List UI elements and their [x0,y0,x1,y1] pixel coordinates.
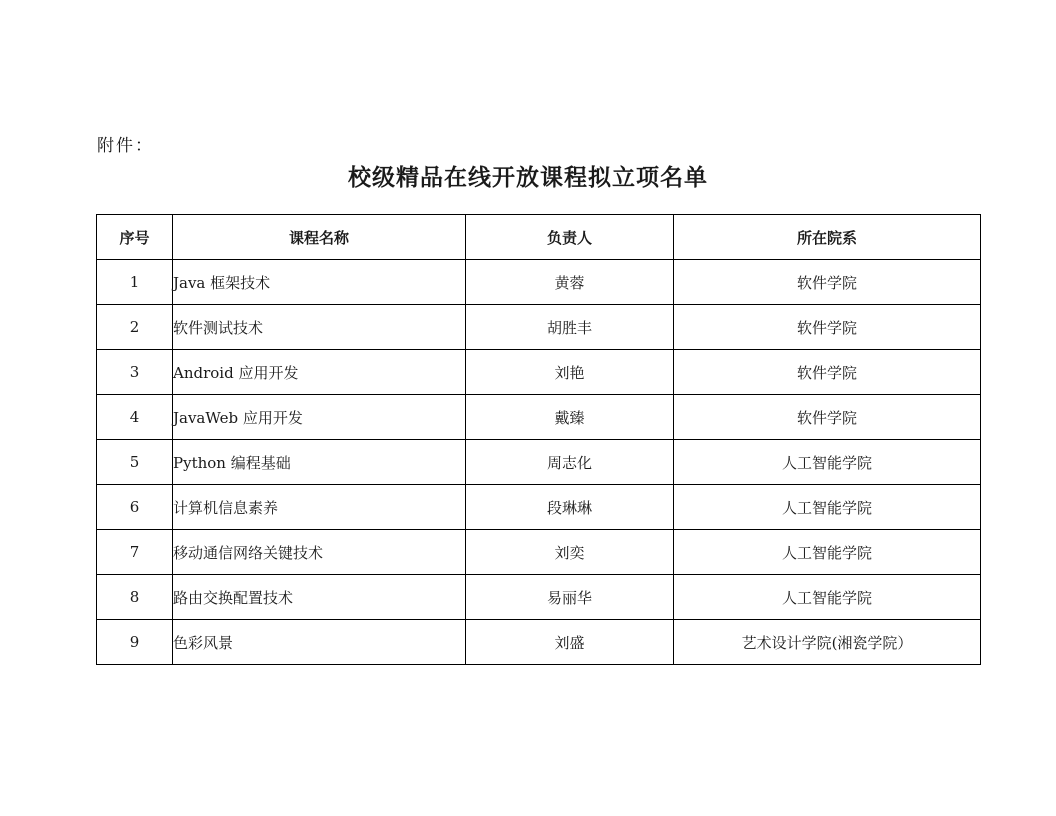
cell-course-owner: 刘盛 [466,620,674,665]
cell-course-name: 计算机信息素养 [173,485,466,530]
cell-course-owner: 胡胜丰 [466,305,674,350]
table-row [97,530,981,575]
header-department: 所在院系 [674,215,981,260]
cell-course-name: 软件测试技术 [173,305,466,350]
header-course-name: 课程名称 [173,215,466,260]
course-list-table [96,214,981,665]
attachment-label: 附件： [97,136,154,156]
cell-course-owner: 刘艳 [466,350,674,395]
cell-course-name: Python 编程基础 [173,440,466,485]
cell-department: 人工智能学院 [674,530,981,575]
table-row [97,395,981,440]
cell-serial-number: 8 [97,575,173,620]
cell-department: 人工智能学院 [674,485,981,530]
cell-course-owner: 易丽华 [466,575,674,620]
cell-department: 软件学院 [674,350,981,395]
table-header-row [97,215,981,260]
cell-serial-number: 4 [97,395,173,440]
cell-course-name: JavaWeb 应用开发 [173,395,466,440]
cell-serial-number: 9 [97,620,173,665]
cell-course-name: 色彩风景 [173,620,466,665]
cell-department: 人工智能学院 [674,575,981,620]
cell-course-name: Java 框架技术 [173,260,466,305]
cell-department: 艺术设计学院(湘瓷学院） [674,620,981,665]
cell-department: 软件学院 [674,395,981,440]
cell-course-owner: 周志化 [466,440,674,485]
table-row [97,260,981,305]
table-row [97,485,981,530]
table-row [97,575,981,620]
cell-course-owner: 段琳琳 [466,485,674,530]
table-row [97,305,981,350]
cell-course-name: 路由交换配置技术 [173,575,466,620]
cell-course-owner: 戴臻 [466,395,674,440]
cell-serial-number: 2 [97,305,173,350]
table-row [97,440,981,485]
cell-course-owner: 黄蓉 [466,260,674,305]
document-title: 校级精品在线开放课程拟立项名单 [348,165,708,191]
header-serial-number: 序号 [97,215,173,260]
cell-department: 人工智能学院 [674,440,981,485]
cell-course-owner: 刘奕 [466,530,674,575]
cell-department: 软件学院 [674,260,981,305]
header-course-owner: 负责人 [466,215,674,260]
cell-serial-number: 6 [97,485,173,530]
cell-serial-number: 1 [97,260,173,305]
cell-department: 软件学院 [674,305,981,350]
cell-serial-number: 5 [97,440,173,485]
cell-course-name: 移动通信网络关键技术 [173,530,466,575]
cell-serial-number: 3 [97,350,173,395]
table-row [97,350,981,395]
cell-serial-number: 7 [97,530,173,575]
table-row [97,620,981,665]
cell-course-name: Android 应用开发 [173,350,466,395]
